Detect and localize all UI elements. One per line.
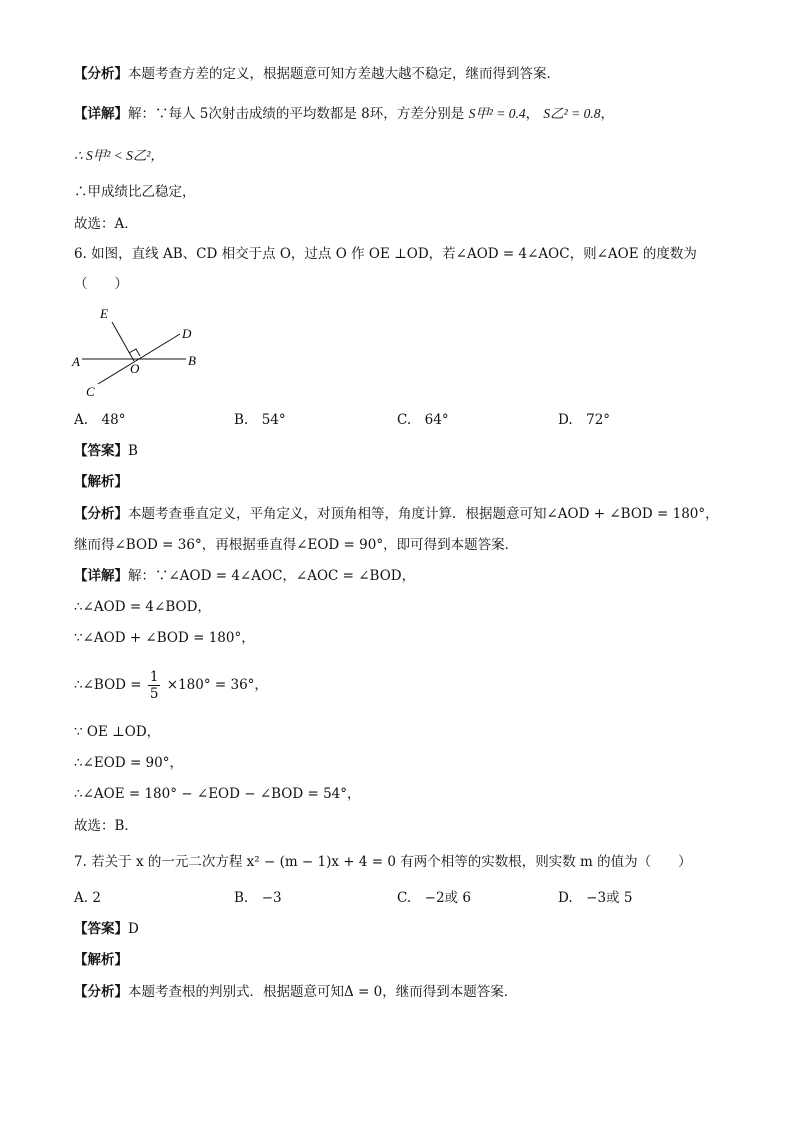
variance-yi: S乙² = 0.8	[543, 106, 601, 121]
frac-denominator: 5	[149, 686, 159, 702]
q7-answer	[74, 919, 139, 939]
fraction-one-fifth	[148, 669, 161, 702]
q6-stem: 6. 如图，直线 AB、CD 相交于点 O，过点 O 作 OE ⊥OD，若∠AOD = 4∠AOC，则∠AOE 的度数为	[74, 246, 697, 262]
label-e: E	[100, 306, 108, 321]
q7-analysis	[74, 982, 517, 1002]
q6-detail-line-7: ∴∠AOE = 180° − ∠EOD − ∠BOD = 54°，	[74, 786, 361, 802]
analysis-tag: 【分析】	[74, 506, 128, 522]
analysis-text: 本题考查方差的定义，根据题意可知方差越大越不稳定，继而得到答案．	[128, 66, 560, 82]
q7-parse-tag: 【解析】	[74, 952, 128, 968]
q6-analysis	[74, 504, 719, 524]
q6-detail-line-5: ∵ OE ⊥OD，	[74, 724, 161, 740]
q6-detail-line-6: ∴∠EOD = 90°，	[74, 755, 183, 771]
frac-numerator: 1	[149, 669, 159, 685]
q7-option-a: A. 2	[74, 890, 101, 906]
detail-text: 解：∵每人 5次射击成绩的平均数都是 8环，方差分别是	[128, 106, 465, 122]
q7-option-b: B. −3	[234, 890, 282, 906]
detail-tag: 【详解】	[74, 568, 128, 584]
q6-parse-tag: 【解析】	[74, 474, 128, 490]
analysis-text: 本题考查垂直定义，平角定义，对顶角相等，角度计算．根据题意可知∠AOD + ∠BOD = 180°，	[128, 506, 719, 522]
label-d: D	[182, 326, 192, 341]
q5-conclusion: ∴甲成绩比乙稳定，	[74, 184, 196, 200]
answer-tag: 【答案】	[74, 443, 128, 459]
q5-analysis	[74, 64, 560, 84]
q7-option-d: D. −3或 5	[558, 890, 633, 906]
detail-line-1: 解：∵∠AOD = 4∠AOC，∠AOC = ∠BOD，	[128, 568, 416, 584]
label-c: C	[86, 384, 95, 399]
q6-detail	[74, 566, 415, 586]
line-4-post: ×180° = 36°，	[166, 677, 268, 693]
q6-option-b: B. 54°	[234, 412, 286, 428]
q6-option-c: C. 64°	[397, 412, 449, 428]
label-o: O	[130, 361, 140, 376]
detail-tag: 【详解】	[74, 106, 128, 122]
q6-detail-line-8: 故选：B．	[74, 818, 138, 834]
q7-stem: 7. 若关于 x 的一元二次方程 x² − (m − 1)x + 4 = 0 有两个相等的实数根，则实数 m 的值为（ ）	[74, 854, 692, 870]
q6-detail-line-3: ∵∠AOD + ∠BOD = 180°，	[74, 630, 255, 646]
answer-value: B	[128, 443, 138, 459]
q6-option-a: A. 48°	[74, 412, 126, 428]
variance-jia: S甲² = 0.4	[468, 106, 526, 121]
q7-option-c: C. −2或 6	[397, 890, 471, 906]
q5-choice: 故选：A．	[74, 216, 138, 232]
label-a: A	[72, 354, 80, 369]
analysis-tag: 【分析】	[74, 984, 128, 1000]
label-b: B	[188, 353, 196, 368]
q6-stem-bracket: （ ）	[74, 276, 128, 292]
q6-detail-line-2: ∴∠AOD = 4∠BOD，	[74, 599, 211, 615]
q6-answer	[74, 441, 138, 461]
answer-tag: 【答案】	[74, 921, 128, 937]
answer-value: D	[128, 921, 139, 937]
q5-compare: ∴ S甲² < S乙²，	[74, 148, 164, 163]
q6-option-d: D. 72°	[558, 412, 611, 428]
analysis-text: 本题考查根的判别式．根据题意可知Δ = 0，继而得到本题答案．	[128, 984, 518, 1000]
q5-detail: 【详解】解：∵每人 5次射击成绩的平均数都是 8环，方差分别是 S甲² = 0.4， S乙² = 0.8，	[74, 106, 614, 122]
q6-analysis-cont: 继而得∠BOD = 36°，再根据垂直得∠EOD = 90°，即可得到本题答案．	[74, 537, 519, 553]
q6-figure	[70, 302, 210, 402]
ray-oe	[112, 322, 134, 361]
analysis-tag: 【分析】	[74, 66, 128, 82]
line-4-pre: ∴∠BOD =	[74, 677, 142, 693]
q6-detail-line-4	[74, 668, 268, 702]
